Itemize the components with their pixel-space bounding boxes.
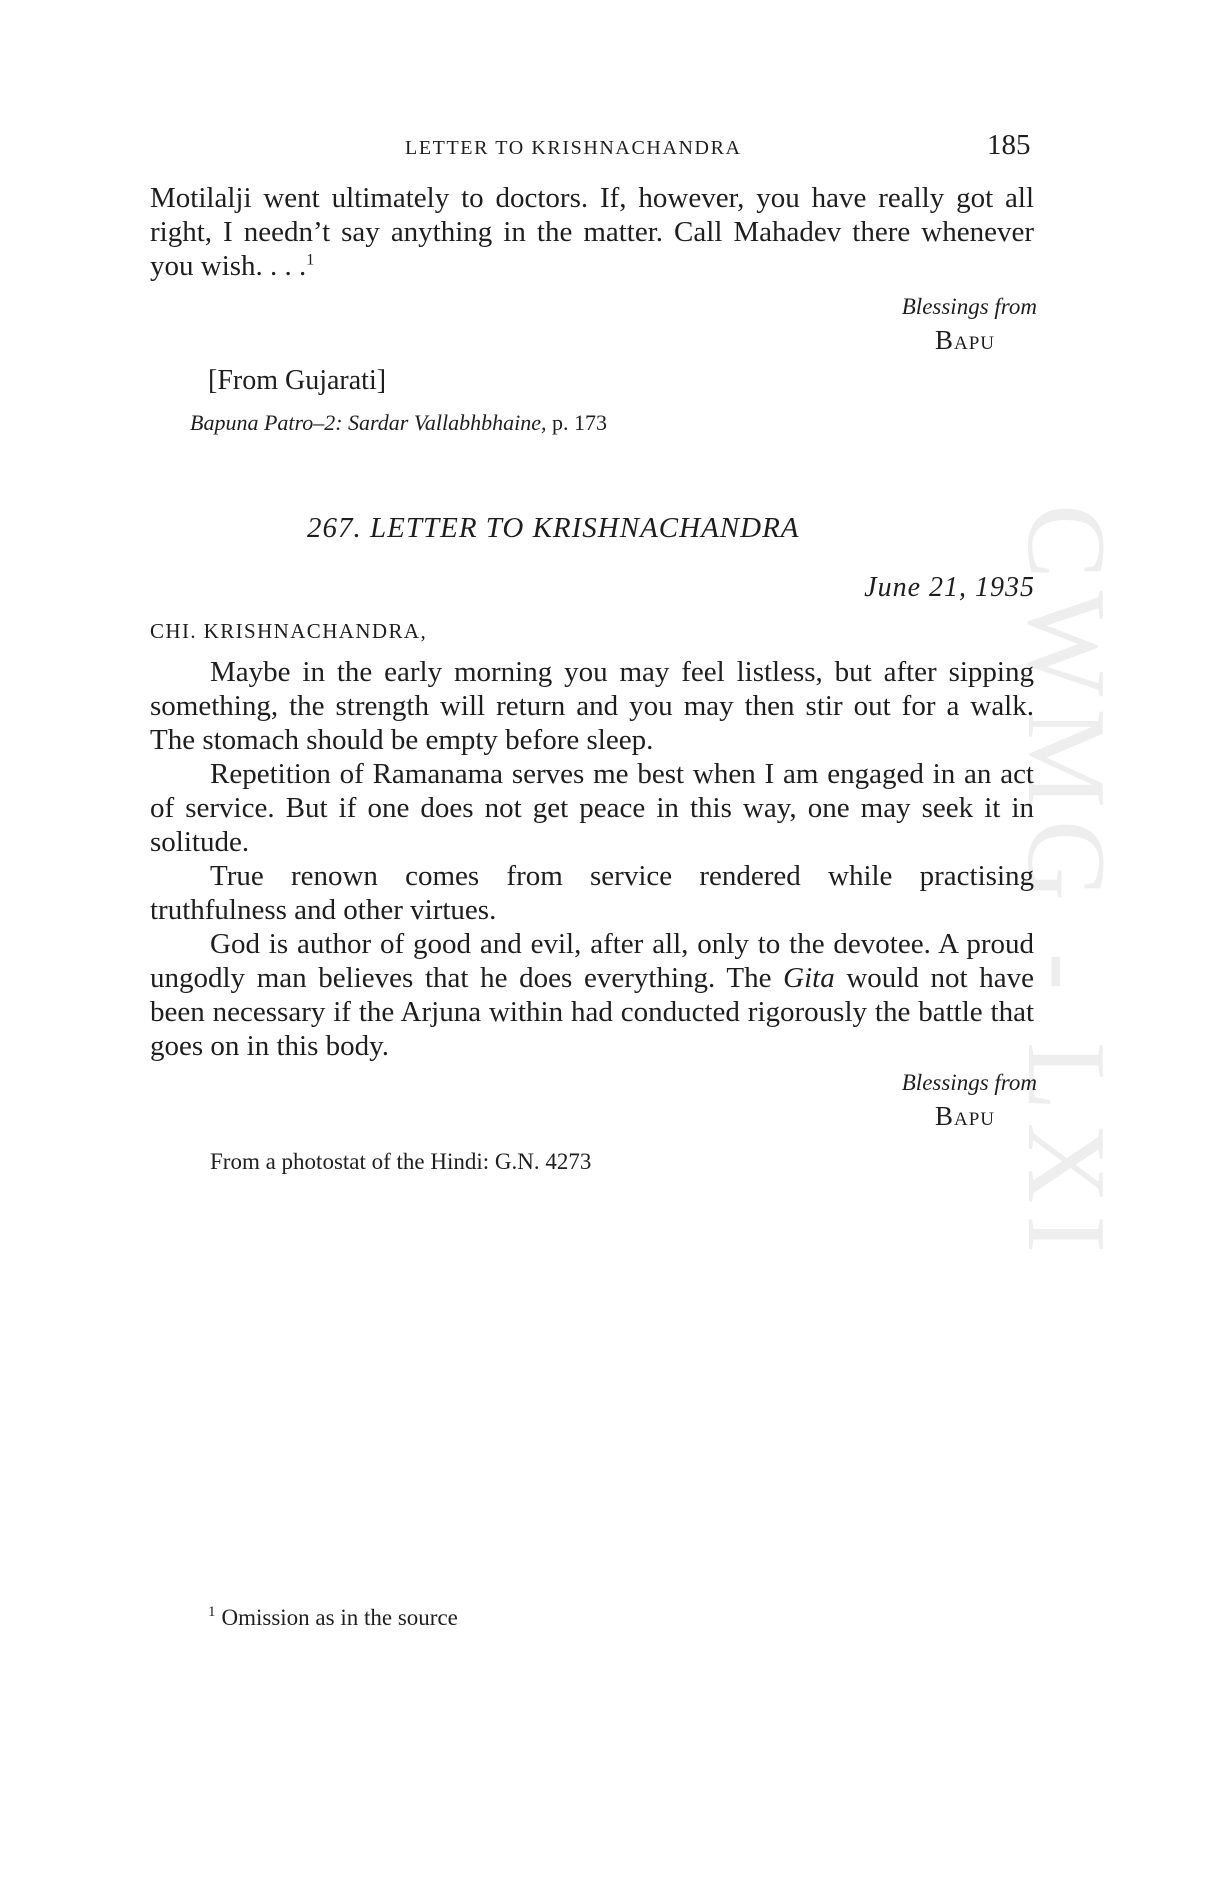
footnote bbox=[208, 1605, 458, 1631]
citation-title: Bapuna Patro–2: Sardar Vallabhbhaine, bbox=[190, 410, 547, 435]
page-number: 185 bbox=[987, 129, 1031, 161]
letter-date: June 21, 1935 bbox=[864, 572, 1035, 603]
footnote-marker: 1 bbox=[208, 1604, 216, 1621]
footnote-text: Omission as in the source bbox=[221, 1605, 458, 1630]
letter-paragraph: Repetition of Ramanama serves me best when I am engaged in an act of service. But if one does not get peace in this way, one may seek it in solitude. bbox=[150, 758, 1034, 858]
previous-letter-body: Motilalji went ultimately to doctors. If, however, you have really got all right, I needn’t say anything in the matter. Call Mahadev there whenever you wish. . . .$^1$ bbox=[150, 182, 1034, 282]
letter-salutation: CHI. KRISHNACHANDRA, bbox=[150, 619, 428, 643]
letter-closing: Blessings from bbox=[901, 1070, 1037, 1095]
running-head: LETTER TO KRISHNACHANDRA bbox=[405, 137, 742, 159]
source-citation bbox=[190, 410, 607, 436]
source-language-note: [From Gujarati] bbox=[208, 365, 387, 396]
letter-paragraph: Maybe in the early morning you may feel listless, but after sipping something, the strength will return and you may then stir out for a walk. The stomach should be empty before sleep. bbox=[150, 656, 1034, 756]
letter-paragraph-last: God is author of good and evil, after all, only to the devotee. A proud ungodly man believes that he does everything. The Gita would not have been necessary if the Arjuna within had conducted rigorously the battle that goes on in this body. bbox=[150, 928, 1034, 1062]
watermark-text: CWMG - LXI bbox=[1004, 504, 1128, 1265]
letter-paragraph: True renown comes from service rendered while practising truthfulness and other virtues. bbox=[150, 860, 1034, 926]
previous-letter-signature: Bapu bbox=[934, 325, 995, 355]
letter-heading: 267. LETTER TO KRISHNACHANDRA bbox=[307, 512, 800, 544]
letter-source: From a photostat of the Hindi: G.N. 4273 bbox=[210, 1149, 592, 1174]
citation-page: p. 173 bbox=[551, 410, 607, 435]
letter-signature: Bapu bbox=[934, 1101, 995, 1131]
previous-letter-closing: Blessings from bbox=[901, 294, 1037, 319]
